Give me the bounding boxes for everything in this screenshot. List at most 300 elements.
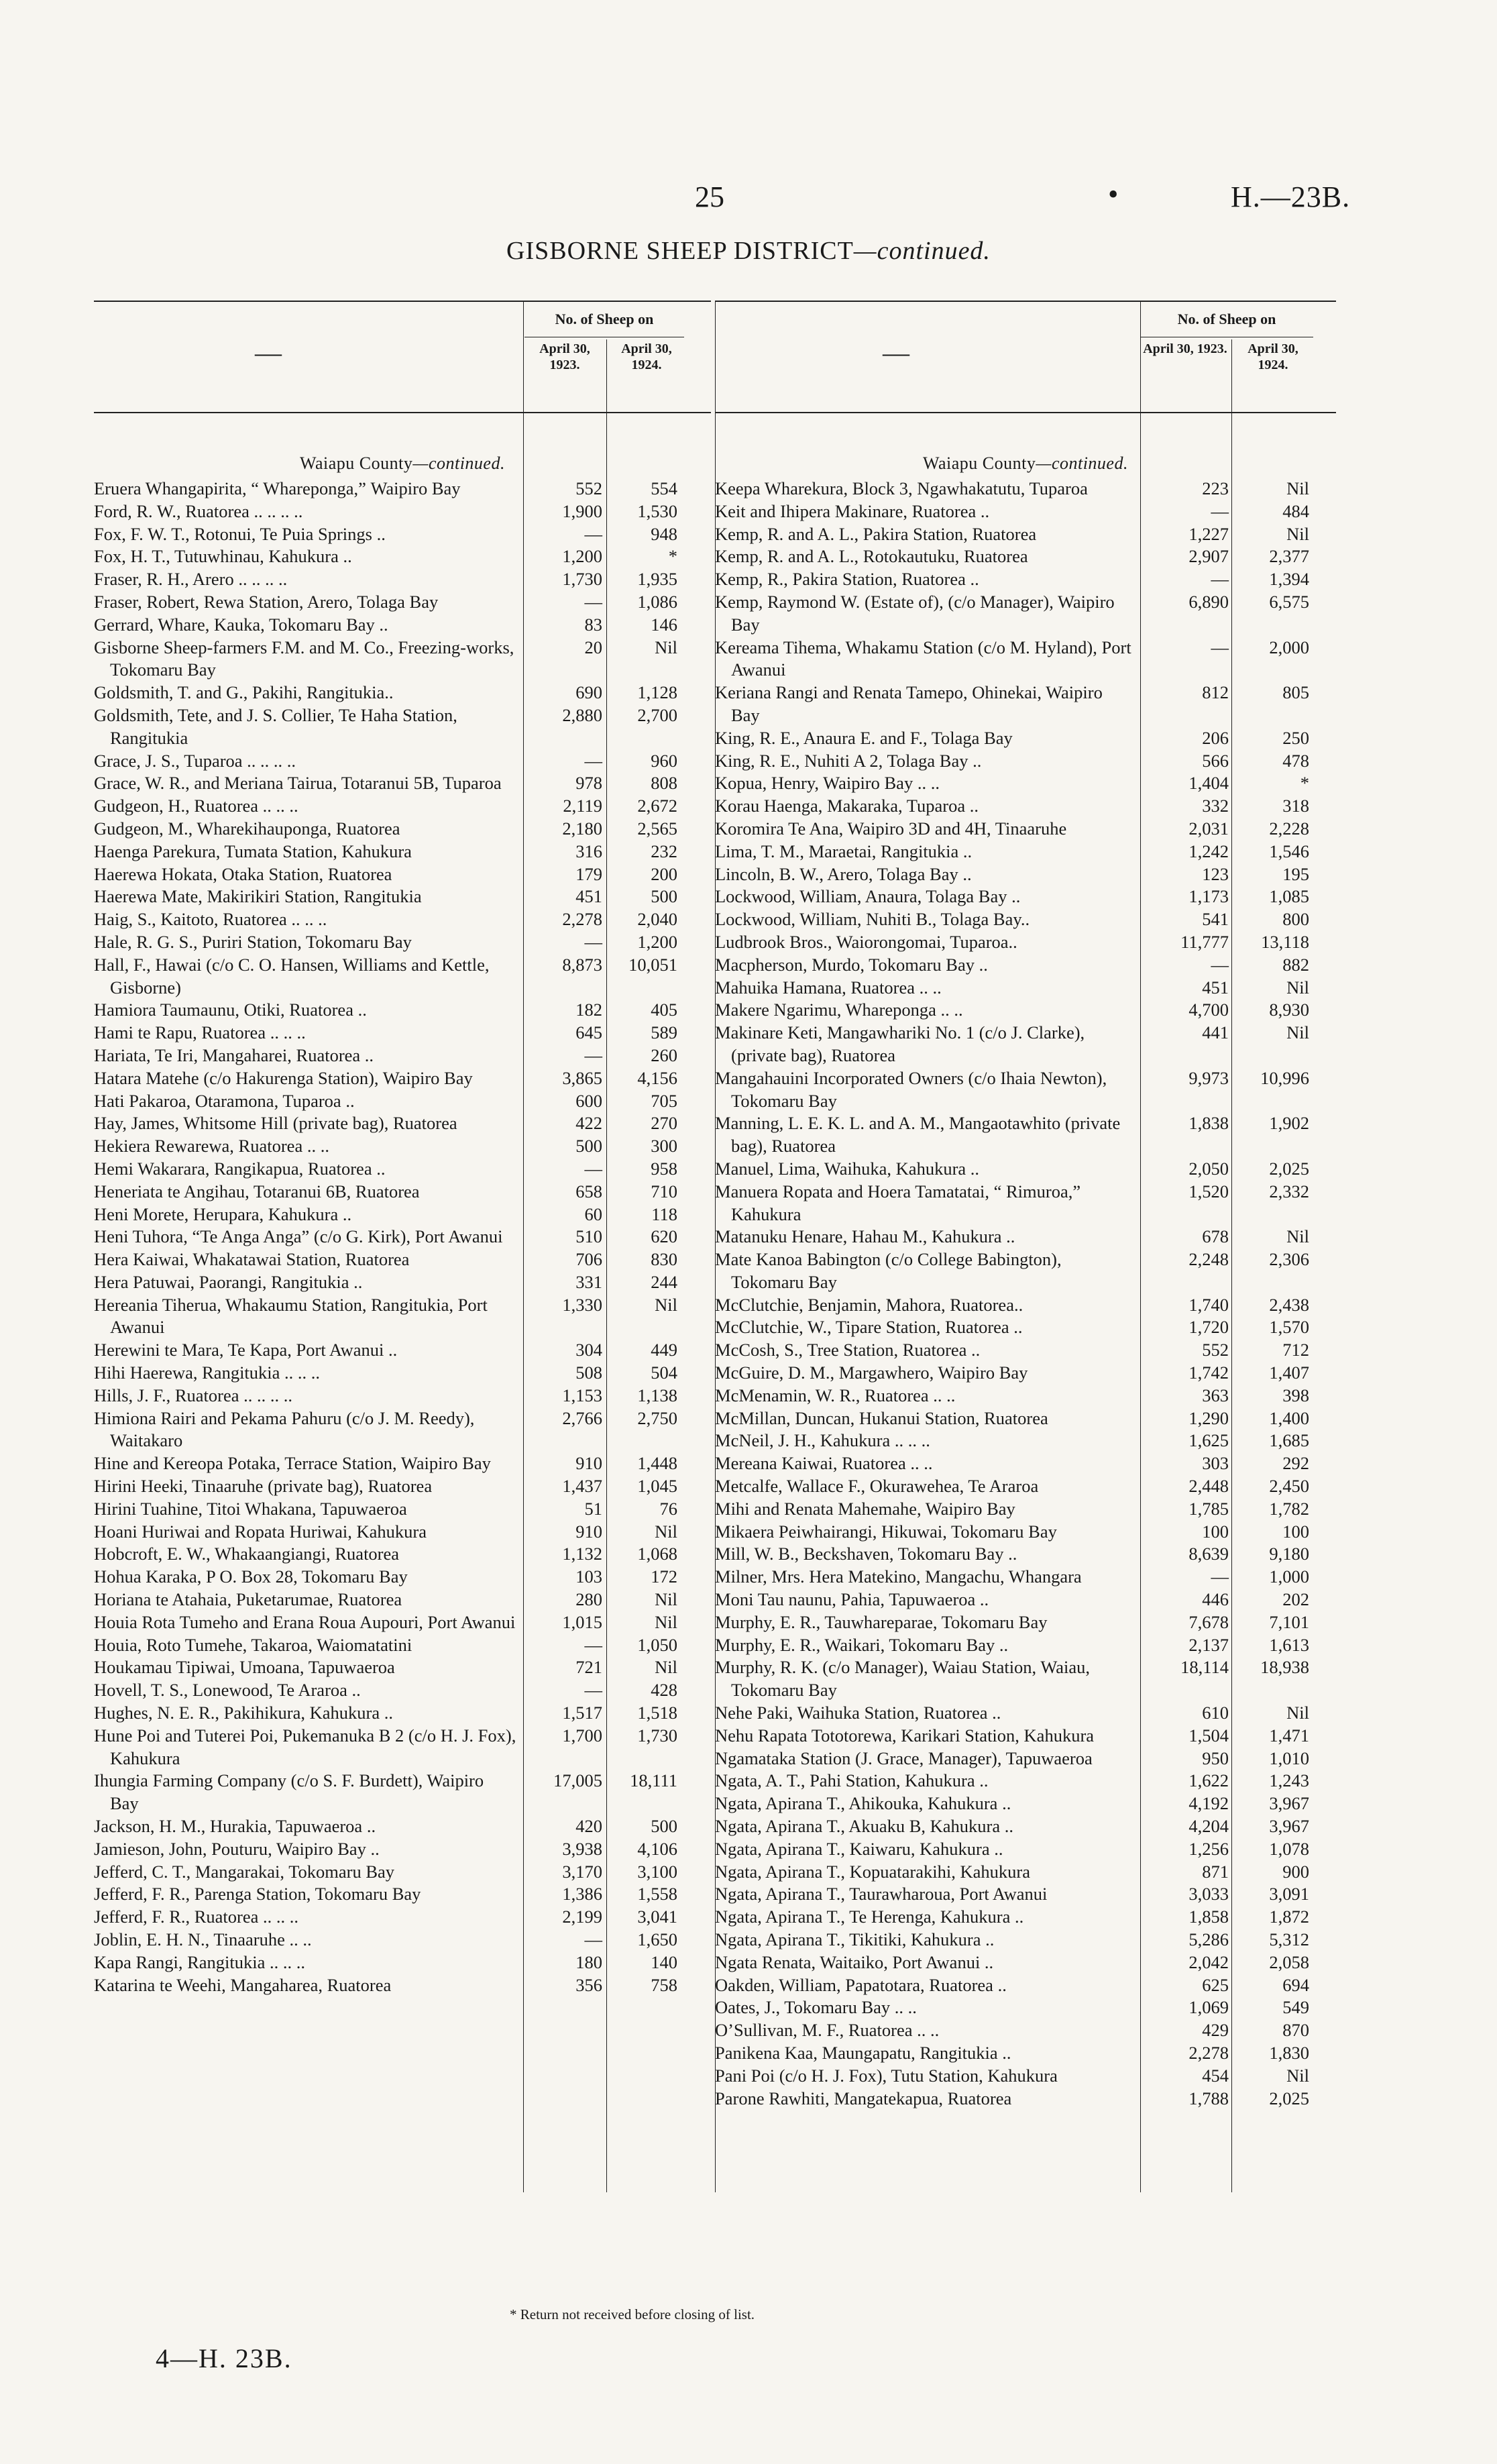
sheep-1923-cell: 18,114 <box>1180 1657 1229 1678</box>
sheep-1923-cell: 950 <box>1202 1748 1229 1768</box>
sheep-1924-cell: 2,377 <box>1269 546 1309 567</box>
table-row <box>94 772 711 795</box>
sheep-1923-cell: 610 <box>1202 1703 1229 1723</box>
farmer-name-cell: Hirini Tuahine, Titoi Whakana, Tapuwaeroa <box>94 1498 407 1519</box>
table-row <box>94 954 711 1000</box>
table-row <box>715 568 1336 591</box>
sheep-1924-cell: Nil <box>1286 977 1309 998</box>
right-column <box>715 301 1336 2192</box>
sheep-1924-cell: Nil <box>655 1294 677 1315</box>
sheep-1923-cell: 4,700 <box>1188 1000 1229 1020</box>
sheep-1924-cell: 808 <box>651 773 677 794</box>
sheep-1923-cell: 17,005 <box>553 1770 602 1791</box>
sheep-1923-cell: 1,625 <box>1188 1430 1229 1451</box>
table-row <box>94 1906 711 1929</box>
sheep-1924-cell: 13,118 <box>1261 931 1309 952</box>
sheep-1923-cell: 180 <box>575 1951 602 1972</box>
sheep-1923-cell: 2,278 <box>562 909 602 930</box>
farmer-name-cell: King, R. E., Nuhiti A 2, Tolaga Bay .. <box>715 750 982 771</box>
farmer-name-cell: Hay, James, Whitsome Hill (private bag), Ruatorea <box>94 1113 457 1134</box>
sheep-1924-cell: 4,106 <box>637 1838 677 1859</box>
farmer-name-cell: Ford, R. W., Ruatorea .. .. .. .. <box>94 500 303 521</box>
table-row <box>94 1815 711 1838</box>
table-row <box>94 1521 711 1544</box>
farmer-name-cell: Kapa Rangi, Rangitukia .. .. .. <box>94 1951 305 1972</box>
table-row <box>94 591 711 614</box>
sheep-1923-cell: 1,858 <box>1188 1907 1229 1927</box>
sheep-1923-cell: — <box>1211 1566 1229 1587</box>
section-title: Waiapu County <box>300 453 413 473</box>
table-row <box>715 908 1336 931</box>
sheep-1923-cell: — <box>584 1044 602 1065</box>
farmer-name-cell: Hatara Matehe (c/o Hakurenga Station), Waipiro Bay <box>94 1067 473 1088</box>
sheep-1923-cell: 552 <box>1202 1340 1229 1360</box>
sheep-1924-cell: 1,570 <box>1269 1317 1309 1338</box>
table-row <box>94 568 711 591</box>
table-row <box>715 772 1336 795</box>
sheep-1923-cell: 1,517 <box>562 1703 602 1723</box>
table-row <box>715 818 1336 841</box>
table-row <box>94 1158 711 1181</box>
sheep-1923-cell: — <box>584 523 602 544</box>
sheep-1924-cell: 1,407 <box>1269 1362 1309 1383</box>
table-row <box>715 1725 1336 1748</box>
sheep-1924-cell: 8,930 <box>1269 1000 1309 1020</box>
table-row <box>94 1974 711 1997</box>
sheep-1923-cell: 1,290 <box>1188 1407 1229 1428</box>
sheep-1924-cell: 405 <box>651 1000 677 1020</box>
sheep-1924-cell: Nil <box>1286 523 1309 544</box>
sheep-1924-cell: 1,045 <box>637 1476 677 1497</box>
sheep-1924-cell: 758 <box>651 1974 677 1995</box>
sheep-1923-cell: — <box>1211 569 1229 590</box>
table-row <box>715 977 1336 1000</box>
sheep-1924-cell: 960 <box>651 750 677 771</box>
farmer-name-cell: Moni Tau naunu, Pahia, Tapuwaeroa .. <box>715 1589 989 1610</box>
sheep-1924-cell: Nil <box>1286 2065 1309 2086</box>
sheep-1924-cell: 1,558 <box>637 1884 677 1905</box>
table-row <box>715 727 1336 750</box>
sheep-1923-cell: 1,838 <box>1188 1113 1229 1134</box>
sheep-1923-cell: 1,015 <box>562 1611 602 1632</box>
sheep-1923-cell: 1,742 <box>1188 1362 1229 1383</box>
sheep-1923-cell: 100 <box>1202 1521 1229 1542</box>
sheep-1924-cell: 428 <box>651 1680 677 1701</box>
sheep-1923-cell: 1,256 <box>1188 1838 1229 1859</box>
table-row <box>94 1452 711 1475</box>
sheep-1924-cell: 18,938 <box>1260 1657 1309 1678</box>
table-row <box>715 1521 1336 1544</box>
sheep-1924-cell: 705 <box>651 1090 677 1111</box>
sheep-1924-cell: 1,050 <box>637 1634 677 1655</box>
table-row <box>94 1770 711 1815</box>
sheep-1924-cell: * <box>1300 773 1309 794</box>
table-row <box>94 1112 711 1135</box>
sheep-1924-cell: 1,518 <box>637 1703 677 1723</box>
table-row <box>94 1067 711 1090</box>
sheep-1923-cell: 600 <box>575 1090 602 1111</box>
farmer-name-cell: McMenamin, W. R., Ruatorea .. .. <box>715 1385 956 1405</box>
sheep-1924-cell: 549 <box>1282 1997 1309 2018</box>
sheep-1924-cell: 830 <box>651 1249 677 1270</box>
sheep-1924-cell: 1,128 <box>637 682 677 703</box>
sheep-1923-cell: 83 <box>584 614 602 635</box>
sheep-1923-cell: 3,033 <box>1188 1884 1229 1905</box>
sheep-1924-cell: 500 <box>651 1816 677 1837</box>
sheep-1924-cell: Nil <box>655 1589 677 1610</box>
sheep-1924-cell: 1,872 <box>1269 1907 1309 1927</box>
sheep-1923-cell: 451 <box>575 886 602 907</box>
sheep-1923-cell: 1,504 <box>1188 1725 1229 1746</box>
table-row <box>94 863 711 886</box>
sheep-1923-cell: 123 <box>1202 863 1229 884</box>
table-row <box>715 637 1336 682</box>
sheep-1923-cell: 871 <box>1202 1861 1229 1882</box>
table-row <box>715 2065 1336 2088</box>
table-row <box>94 1385 711 1407</box>
table-row <box>94 1362 711 1385</box>
sheep-1923-cell: 316 <box>575 841 602 861</box>
sheep-1924-cell: 1,138 <box>637 1385 677 1405</box>
farmer-name-cell: Hirini Heeki, Tinaaruhe (private bag), Ruatorea <box>94 1476 433 1497</box>
farmer-name-cell: Kemp, R., Pakira Station, Ruatorea .. <box>715 569 979 590</box>
table-row <box>715 1748 1336 1770</box>
farmer-name-cell: Haerewa Mate, Makirikiri Station, Rangitukia <box>94 886 422 907</box>
table-row <box>715 1566 1336 1589</box>
sheep-1924-cell: 2,228 <box>1269 818 1309 839</box>
farmer-name-cell: Hemi Wakarara, Rangikapua, Ruatorea .. <box>94 1158 386 1179</box>
sheep-1924-cell: 1,078 <box>1269 1838 1309 1859</box>
sheep-1924-cell: 300 <box>651 1136 677 1157</box>
table-row <box>94 1838 711 1861</box>
farmer-name-cell: Matanuku Henare, Hahau M., Kahukura .. <box>715 1226 1015 1247</box>
table-row <box>94 1407 711 1453</box>
farmer-name-cell: Ngata, Apirana T., Kopuatarakihi, Kahukura <box>715 1861 1030 1882</box>
table-row <box>94 750 711 773</box>
farmer-name-cell: Hera Patuwai, Paorangi, Rangitukia .. <box>94 1271 363 1292</box>
sheep-1923-cell: 332 <box>1202 796 1229 816</box>
sheep-1924-cell: 870 <box>1282 2020 1309 2041</box>
table-row <box>715 954 1336 977</box>
sheep-1924-cell: 2,332 <box>1269 1181 1309 1201</box>
sheep-1924-cell: * <box>668 546 677 567</box>
farmer-name-cell: Kopua, Henry, Waipiro Bay .. .. <box>715 773 940 794</box>
farmer-name-cell: McGuire, D. M., Margawhero, Waipiro Bay <box>715 1362 1028 1383</box>
sheep-1923-cell: 1,700 <box>562 1725 602 1746</box>
sheep-1924-cell: 118 <box>651 1203 677 1224</box>
farmer-name-cell: Pani Poi (c/o H. J. Fox), Tutu Station, Kahukura <box>715 2065 1058 2086</box>
farmer-name-cell: Haenga Parekura, Tumata Station, Kahukura <box>94 841 412 861</box>
sheep-1923-cell: 9,973 <box>1188 1067 1229 1088</box>
sheep-1923-cell: 1,173 <box>1188 886 1229 907</box>
farmer-name-cell: Houia, Roto Tumehe, Takaroa, Waiomatatini <box>94 1634 412 1655</box>
sheep-1923-cell: 1,740 <box>1188 1294 1229 1315</box>
sheep-1924-cell: 1,546 <box>1269 841 1309 861</box>
page-title <box>0 236 1497 266</box>
sheep-1924-cell: 2,040 <box>637 909 677 930</box>
sheep-1923-cell: 2,199 <box>562 1907 602 1927</box>
farmer-name-cell: Hughes, N. E. R., Pakihikura, Kahukura .. <box>94 1703 394 1723</box>
sheep-1923-cell: 223 <box>1202 478 1229 498</box>
table-row <box>715 1634 1336 1657</box>
document-reference: H.—23B. <box>1231 180 1351 213</box>
farmer-name-cell: Lockwood, William, Anaura, Tolaga Bay .. <box>715 886 1021 907</box>
farmer-name-cell: Oakden, William, Papatotara, Ruatorea .. <box>715 1974 1007 1995</box>
sheep-1923-cell: 1,200 <box>562 546 602 567</box>
sheep-1924-cell: 1,530 <box>637 500 677 521</box>
farmer-name-cell: Manuel, Lima, Waihuka, Kahukura .. <box>715 1158 980 1179</box>
sheep-1924-cell: 694 <box>1282 1974 1309 1995</box>
farmer-name-cell: Haerewa Hokata, Otaka Station, Ruatorea <box>94 863 392 884</box>
farmer-name-cell: Goldsmith, T. and G., Pakihi, Rangitukia.. <box>94 682 394 703</box>
farmer-name-cell: Ngamataka Station (J. Grace, Manager), Tapuwaeroa <box>715 1748 1093 1768</box>
sheep-1924-cell: 2,058 <box>1269 1951 1309 1972</box>
sheep-1924-cell: 504 <box>651 1362 677 1383</box>
table-row <box>94 614 711 637</box>
sheep-1923-cell: 356 <box>575 1974 602 1995</box>
table-row <box>715 478 1336 500</box>
sheep-1923-cell: 721 <box>575 1657 602 1678</box>
sheep-1923-cell: 5,286 <box>1188 1929 1229 1949</box>
table-row <box>94 1589 711 1611</box>
sheep-1924-cell: 1,902 <box>1269 1113 1309 1134</box>
sheep-1923-cell: 978 <box>575 773 602 794</box>
table-row <box>94 1861 711 1884</box>
sheep-1923-cell: 1,437 <box>562 1476 602 1497</box>
table-row <box>94 1702 711 1725</box>
section-heading-right <box>715 453 1336 474</box>
farmer-name-cell: Jackson, H. M., Hurakia, Tapuwaeroa .. <box>94 1816 376 1837</box>
table-row <box>715 1022 1336 1067</box>
table-row <box>94 1339 711 1362</box>
sheep-1923-cell: — <box>584 1634 602 1655</box>
sheep-1923-cell: 2,180 <box>562 818 602 839</box>
farmer-name-cell: Lima, T. M., Maraetai, Rangitukia .. <box>715 841 973 861</box>
sheep-1924-cell: 3,967 <box>1269 1793 1309 1814</box>
sheep-1923-cell: 422 <box>575 1113 602 1134</box>
table-row <box>715 2088 1336 2110</box>
sheep-1924-cell: Nil <box>655 1657 677 1678</box>
sheep-1923-cell: 1,520 <box>1188 1181 1229 1201</box>
table-row <box>94 999 711 1022</box>
sheep-1924-cell: 1,730 <box>637 1725 677 1746</box>
sheep-1924-cell: 958 <box>651 1158 677 1179</box>
farmer-name-cell: Grace, W. R., and Meriana Tairua, Totaranui 5B, Tuparoa <box>94 773 502 794</box>
section-heading-left <box>94 453 711 474</box>
sheep-1923-cell: 566 <box>1202 750 1229 771</box>
table-row <box>715 1906 1336 1929</box>
table-row <box>715 1475 1336 1498</box>
farmer-name-cell: Keriana Rangi and Renata Tamepo, Ohinekai, Waipiro Bay <box>715 682 1103 725</box>
farmer-name-cell: Nehu Rapata Tototorewa, Karikari Station, Kahukura <box>715 1725 1095 1746</box>
sheep-1924-cell: 3,967 <box>1269 1816 1309 1837</box>
farmer-name-cell: Manuera Ropata and Hoera Tamatatai, “ Rimuroa,” Kahukura <box>715 1181 1081 1224</box>
sheep-1924-cell: 882 <box>1282 954 1309 975</box>
table-row <box>715 1226 1336 1248</box>
farmer-name-cell: Hekiera Rewarewa, Ruatorea .. .. <box>94 1136 329 1157</box>
sheep-1924-cell: 2,025 <box>1269 2088 1309 2108</box>
table-row <box>715 750 1336 773</box>
col-1924-header: April 30, 1924. <box>1248 341 1298 372</box>
table-row <box>94 1498 711 1521</box>
farmer-name-cell: Ngata, Apirana T., Taurawharoua, Port Awanui <box>715 1884 1048 1905</box>
farmer-name-cell: Houia Rota Tumeho and Erana Roua Aupouri, Port Awanui <box>94 1611 516 1632</box>
table-row <box>94 1294 711 1340</box>
farmer-name-cell: Hine and Kereopa Potaka, Terrace Station, Waipiro Bay <box>94 1453 491 1474</box>
farmer-name-cell: Kemp, R. and A. L., Rotokautuku, Ruatorea <box>715 546 1028 567</box>
farmer-name-cell: Manning, L. E. K. L. and A. M., Mangaotawhito (private bag), Ruatorea <box>715 1113 1121 1157</box>
farmer-name-cell: Grace, J. S., Tuparoa .. .. .. .. <box>94 750 296 771</box>
farmer-name-cell: Jefferd, F. R., Ruatorea .. .. .. <box>94 1907 299 1927</box>
sheep-1924-cell: 4,156 <box>637 1067 677 1088</box>
table-row <box>94 1634 711 1657</box>
name-column-dash: — <box>883 337 909 368</box>
sheep-1924-cell: 620 <box>651 1226 677 1247</box>
sheep-1924-cell: 1,010 <box>1269 1748 1309 1768</box>
farmer-name-cell: Macpherson, Murdo, Tokomaru Bay .. <box>715 954 988 975</box>
sheep-1924-cell: 2,306 <box>1269 1249 1309 1270</box>
sheep-1924-cell: 232 <box>651 841 677 861</box>
sheep-1924-cell: 1,935 <box>637 569 677 590</box>
farmer-name-cell: Hall, F., Hawai (c/o C. O. Hansen, Williams and Kettle, Gisborne) <box>94 954 490 998</box>
farmer-name-cell: McCosh, S., Tree Station, Ruatorea .. <box>715 1340 981 1360</box>
table-row <box>94 886 711 908</box>
sheep-1924-cell: 1,830 <box>1269 2042 1309 2063</box>
sheep-1923-cell: 552 <box>575 478 602 498</box>
farmer-name-cell: Mill, W. B., Beckshaven, Tokomaru Bay .. <box>715 1544 1017 1564</box>
sheep-1924-cell: 5,312 <box>1269 1929 1309 1949</box>
table-row <box>94 908 711 931</box>
table-row <box>94 1271 711 1294</box>
farmer-name-cell: O’Sullivan, M. F., Ruatorea .. .. <box>715 2020 940 2041</box>
table-row <box>94 1044 711 1067</box>
farmer-name-cell: Hobcroft, E. W., Whakaangiangi, Ruatorea <box>94 1544 400 1564</box>
table-row <box>94 704 711 750</box>
sheep-1923-cell: 1,386 <box>562 1884 602 1905</box>
farmer-name-cell: McNeil, J. H., Kahukura .. .. .. <box>715 1430 930 1451</box>
sheep-1923-cell: 508 <box>575 1362 602 1383</box>
sheep-1924-cell: 1,243 <box>1269 1770 1309 1791</box>
farmer-name-cell: Fraser, R. H., Arero .. .. .. .. <box>94 569 288 590</box>
farmer-name-cell: McClutchie, Benjamin, Mahora, Ruatorea.. <box>715 1294 1023 1315</box>
table-row <box>94 841 711 863</box>
title-main: GISBORNE SHEEP DISTRICT <box>506 237 854 265</box>
sheep-1923-cell: 429 <box>1202 2020 1229 2041</box>
table-row <box>94 1929 711 1951</box>
sheep-1924-cell: 900 <box>1282 1861 1309 1882</box>
sheep-1924-cell: 1,650 <box>637 1929 677 1949</box>
farmer-name-cell: Gisborne Sheep-farmers F.M. and M. Co., Freezing-works, Tokomaru Bay <box>94 637 514 680</box>
farmer-name-cell: Fraser, Robert, Rewa Station, Arero, Tolaga Bay <box>94 591 439 612</box>
page-header <box>0 180 1497 220</box>
farmer-name-cell: Hati Pakaroa, Otaramona, Tuparoa .. <box>94 1090 355 1111</box>
sheep-1924-cell: 76 <box>659 1498 677 1519</box>
sheep-1924-cell: 18,111 <box>630 1770 677 1791</box>
section-suffix: —continued. <box>412 453 505 473</box>
farmer-name-cell: Lockwood, William, Nuhiti B., Tolaga Bay.. <box>715 909 1030 930</box>
farmer-name-cell: Herewini te Mara, Te Kapa, Port Awanui .. <box>94 1340 398 1360</box>
farmer-name-cell: Lincoln, B. W., Arero, Tolaga Bay .. <box>715 863 972 884</box>
sheep-1923-cell: — <box>584 931 602 952</box>
farmer-name-cell: Hune Poi and Tuterei Poi, Pukemanuka B 2 (c/o H. J. Fox), Kahukura <box>94 1725 516 1768</box>
table-row <box>715 1407 1336 1430</box>
sheep-1923-cell: 103 <box>575 1566 602 1587</box>
table-row <box>715 999 1336 1022</box>
sheep-1923-cell: 51 <box>584 1498 602 1519</box>
column-rule <box>523 301 524 2192</box>
farmer-name-cell: Hohua Karaka, P O. Box 28, Tokomaru Bay <box>94 1566 408 1587</box>
sheep-1924-cell: 2,672 <box>637 796 677 816</box>
sheep-1923-cell: 2,119 <box>563 796 602 816</box>
sheep-1923-cell: 2,050 <box>1188 1158 1229 1179</box>
sheep-1924-cell: 1,085 <box>1269 886 1309 907</box>
sheep-1923-cell: 454 <box>1202 2065 1229 2086</box>
farmer-name-cell: Goldsmith, Tete, and J. S. Collier, Te Haha Station, Rangitukia <box>94 704 457 748</box>
sheep-1924-cell: 2,700 <box>637 704 677 725</box>
table-row <box>715 1339 1336 1362</box>
sheep-1924-cell: 146 <box>651 614 677 635</box>
sheep-1924-cell: 3,100 <box>637 1861 677 1882</box>
sheep-1924-cell: 500 <box>651 886 677 907</box>
farmer-name-cell: Kemp, R. and A. L., Pakira Station, Ruatorea <box>715 523 1037 544</box>
table-row <box>715 2019 1336 2042</box>
farmer-name-cell: Korau Haenga, Makaraka, Tuparoa .. <box>715 796 979 816</box>
farmer-name-cell: Ngata, Apirana T., Akuaku B, Kahukura .. <box>715 1816 1014 1837</box>
farmer-name-cell: Hale, R. G. S., Puriri Station, Tokomaru Bay <box>94 931 412 952</box>
table-row <box>715 886 1336 908</box>
sheep-1924-cell: 484 <box>1282 500 1309 521</box>
sheep-1924-cell: 1,613 <box>1269 1634 1309 1655</box>
table-row <box>715 523 1336 546</box>
farmer-name-cell: Haig, S., Kaitoto, Ruatorea .. .. .. <box>94 909 327 930</box>
sheep-1923-cell: 645 <box>575 1022 602 1043</box>
farmer-name-cell: Fox, F. W. T., Rotonui, Te Puia Springs .. <box>94 523 386 544</box>
sheep-1924-cell: 200 <box>651 863 677 884</box>
farmer-name-cell: Jefferd, C. T., Mangarakai, Tokomaru Bay <box>94 1861 395 1882</box>
sheep-1923-cell: 500 <box>575 1136 602 1157</box>
sheep-1923-cell: — <box>584 591 602 612</box>
sheep-1923-cell: 2,031 <box>1188 818 1229 839</box>
table-row <box>94 523 711 546</box>
sheep-1923-cell: 2,448 <box>1188 1476 1229 1497</box>
column-rule <box>1231 339 1232 2192</box>
sheep-1924-cell: 2,450 <box>1269 1476 1309 1497</box>
sheep-1924-cell: 292 <box>1282 1453 1309 1474</box>
farmer-name-cell: Panikena Kaa, Maungapatu, Rangitukia .. <box>715 2042 1011 2063</box>
table-row <box>715 1883 1336 1906</box>
sheep-1923-cell: 658 <box>575 1181 602 1201</box>
column-rule <box>1140 301 1141 2192</box>
farmer-name-cell: Makere Ngarimu, Whareponga .. .. <box>715 1000 963 1020</box>
farmer-name-cell: Mikaera Peiwhairangi, Hikuwai, Tokomaru Bay <box>715 1521 1057 1542</box>
table-row <box>94 682 711 704</box>
sheep-1923-cell: 2,907 <box>1188 546 1229 567</box>
table-row <box>715 591 1336 637</box>
farmer-name-cell: Hami te Rapu, Ruatorea .. .. .. <box>94 1022 306 1043</box>
table-row <box>94 818 711 841</box>
farmer-name-cell: Oates, J., Tokomaru Bay .. .. <box>715 1997 917 2018</box>
table-row <box>715 795 1336 818</box>
sheep-1923-cell: 441 <box>1202 1022 1229 1043</box>
sheep-1923-cell: 2,248 <box>1188 1249 1229 1270</box>
sheep-1923-cell: 451 <box>1202 977 1229 998</box>
farmer-name-cell: Murphy, E. R., Tauwhareparae, Tokomaru Bay <box>715 1611 1048 1632</box>
signature-mark: 4—H. 23B. <box>156 2343 292 2373</box>
sheep-1924-cell: 554 <box>651 478 677 498</box>
farmer-name-cell: Makinare Keti, Mangawhariki No. 1 (c/o J. Clarke), (private bag), Ruatorea <box>715 1022 1085 1065</box>
sheep-1924-cell: 2,565 <box>637 818 677 839</box>
column-rule <box>715 301 716 2192</box>
